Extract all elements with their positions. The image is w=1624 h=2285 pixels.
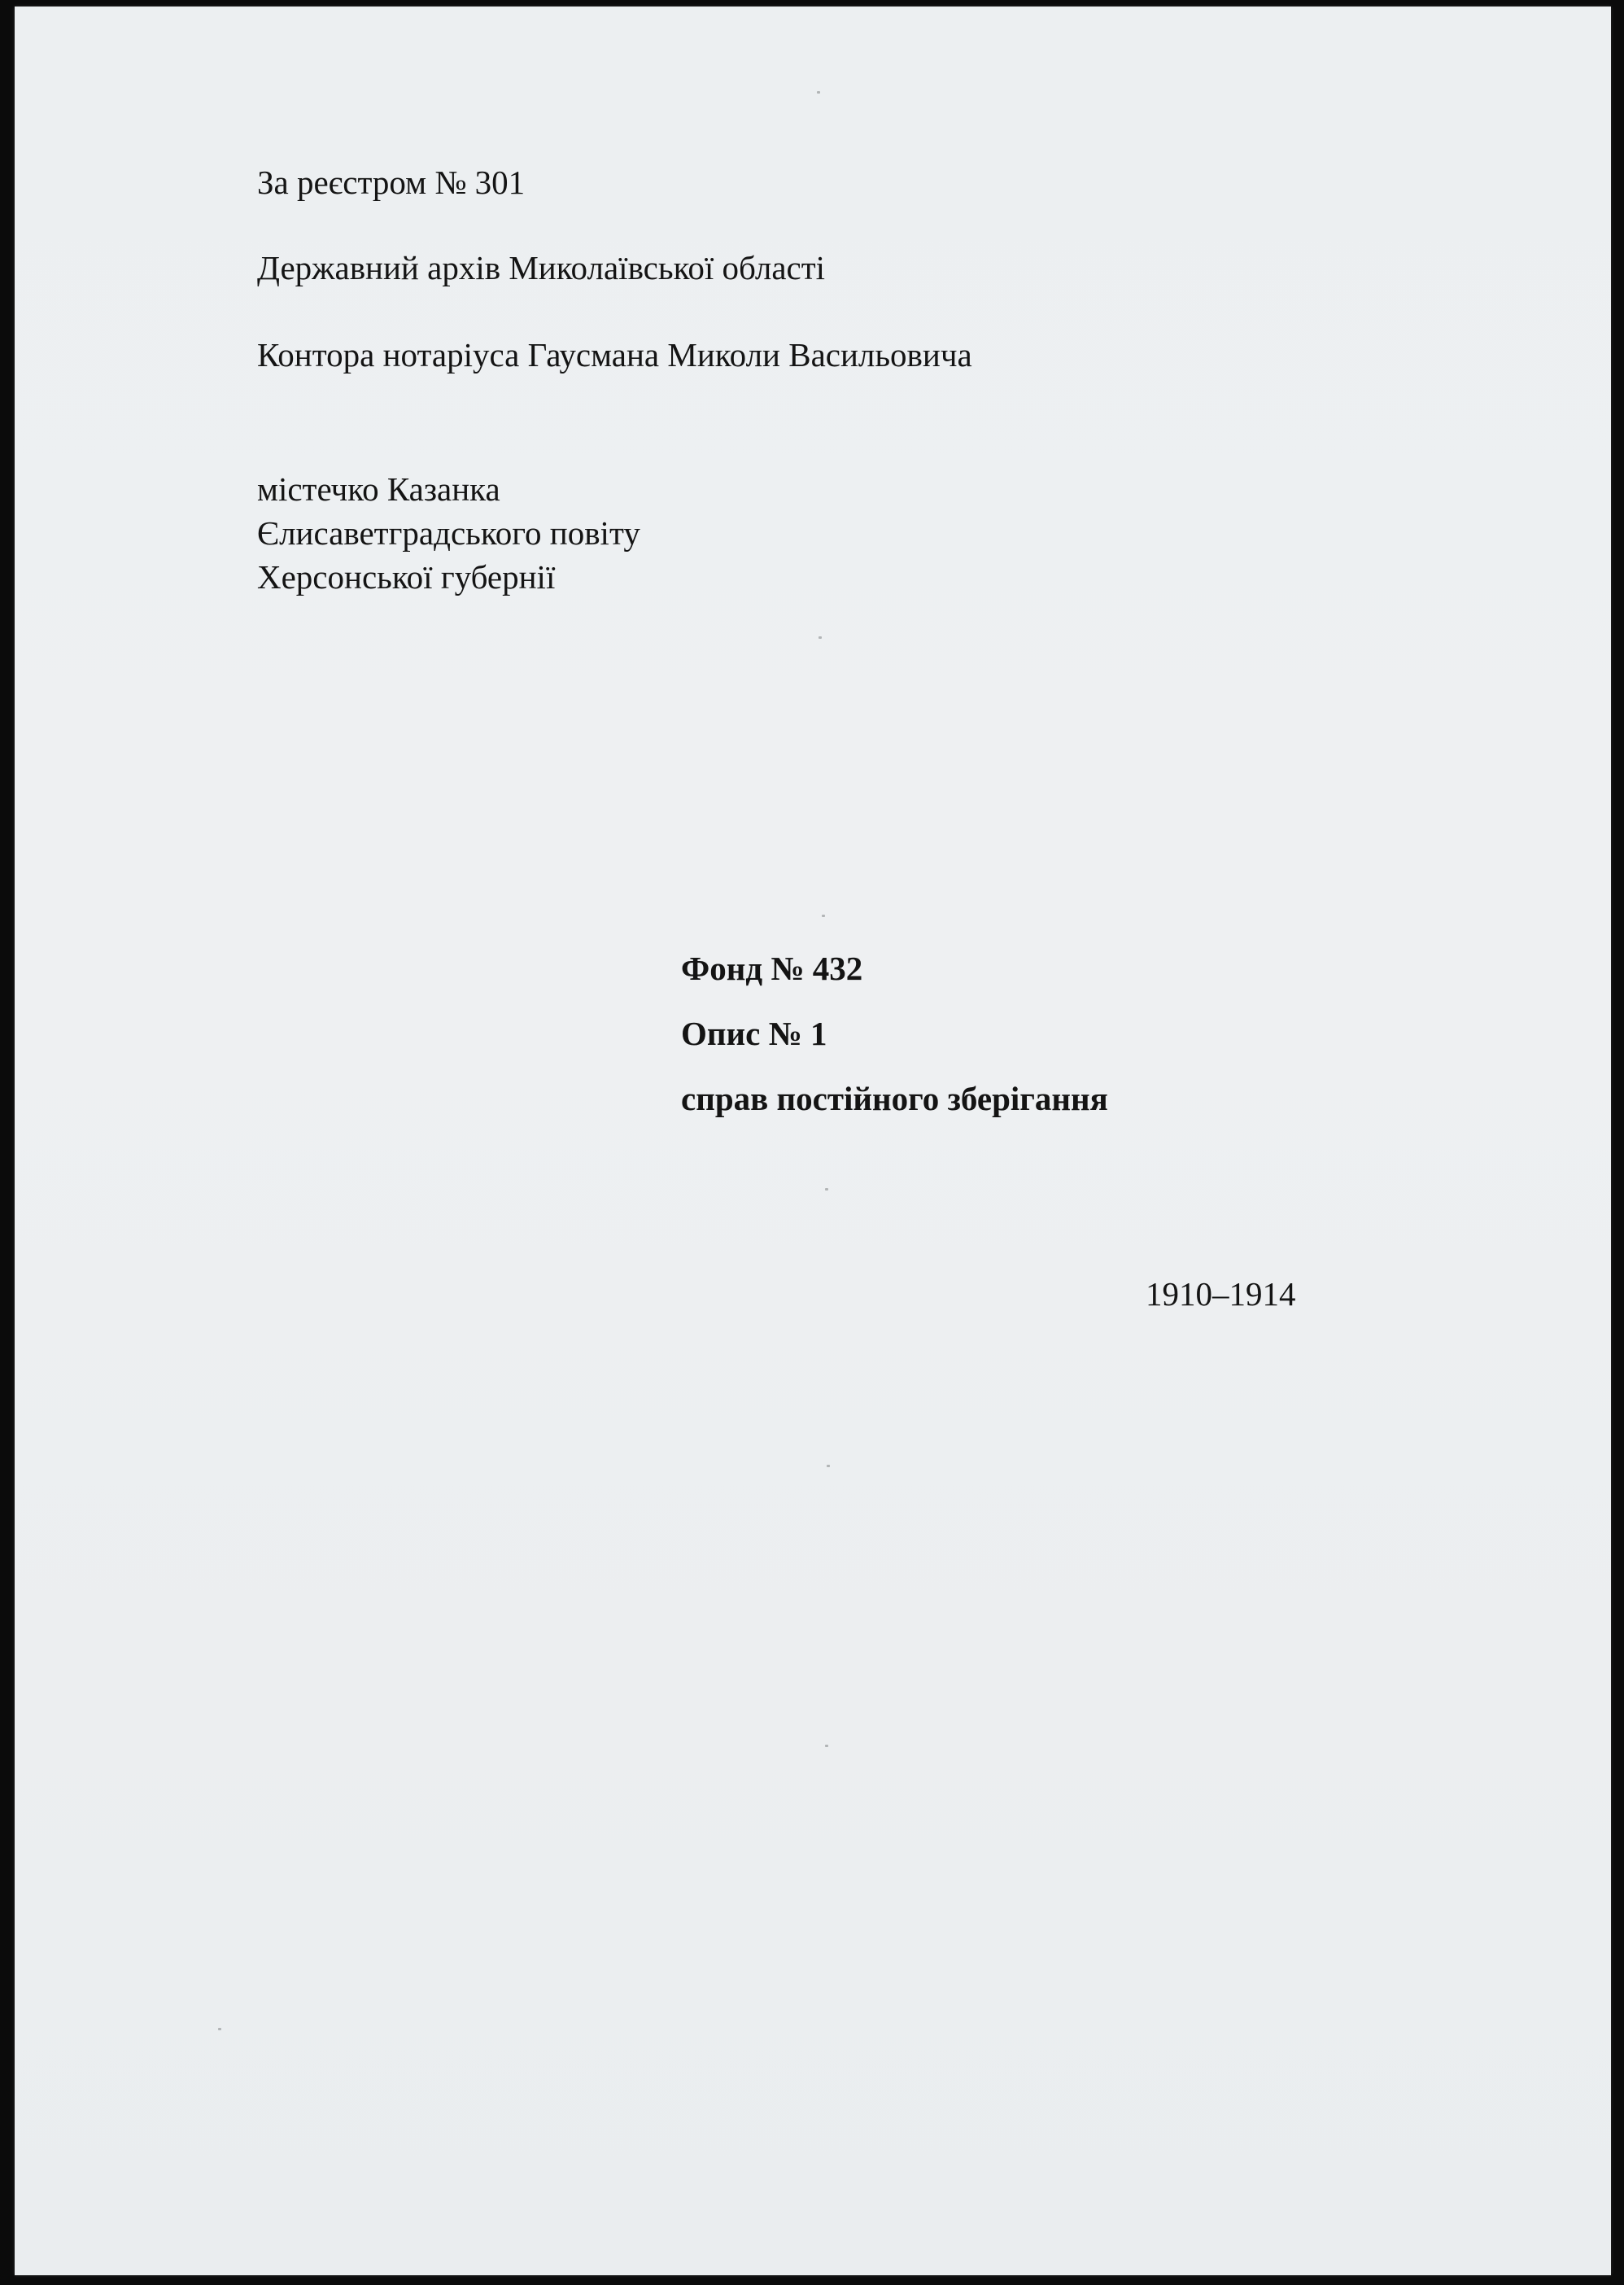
registry-number: За реєстром № 301 bbox=[257, 164, 526, 201]
location-province: Херсонської губернії bbox=[257, 558, 556, 596]
paper-sheet bbox=[15, 7, 1611, 2275]
paper-speck bbox=[817, 91, 820, 94]
location-block bbox=[257, 467, 640, 599]
location-town: містечко Казанка bbox=[257, 470, 500, 508]
paper-speck bbox=[819, 636, 822, 639]
archive-name: Державний архів Миколаївської області bbox=[257, 249, 826, 286]
fond-number: Фонд № 432 bbox=[681, 950, 863, 987]
opys-number: Опис № 1 bbox=[681, 1015, 827, 1052]
paper-speck bbox=[825, 1745, 828, 1747]
paper-speck bbox=[822, 915, 825, 917]
date-range: 1910–1914 bbox=[1146, 1275, 1296, 1313]
location-district: Єлисаветградського повіту bbox=[257, 514, 640, 552]
institution-name: Контора нотаріуса Гаусмана Миколи Васильовича bbox=[257, 336, 972, 374]
paper-speck bbox=[827, 1465, 830, 1467]
paper-speck bbox=[218, 2028, 221, 2030]
records-description: справ постійного зберігання bbox=[681, 1080, 1108, 1117]
paper-speck bbox=[825, 1188, 828, 1191]
